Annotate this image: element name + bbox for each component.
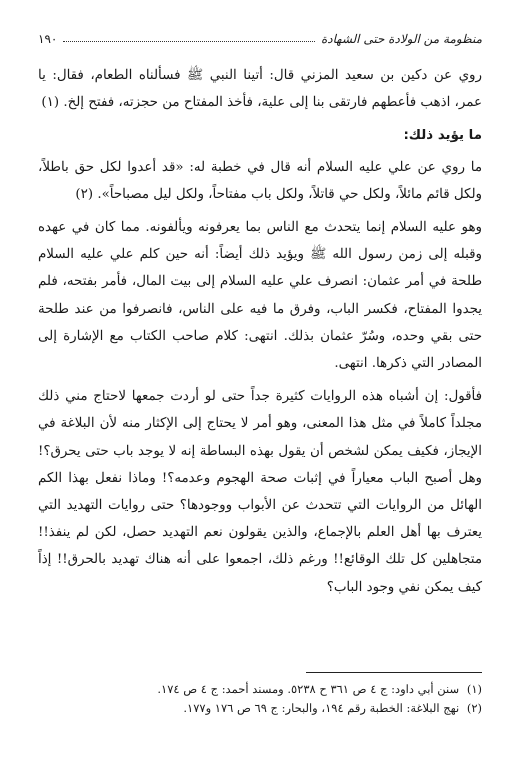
paragraph-ali-sermon: ما روي عن علي عليه السلام أنه قال في خطبة له: «قد أعدوا لكل حق باطلاً، ولكل قائم مائلاً، ولكل حي قاتلاً، ولكل باب مفتاحاً، ولكل ليل مصباحاً». (٢): [38, 159, 482, 202]
footnote-text: نهج البلاغة: الخطبة رقم ١٩٤، والبحار: ج ٦٩ ص ١٧٦ و١٧٧.: [183, 701, 460, 715]
footnote-separator: [306, 672, 482, 673]
paragraph-author-argument: فأقول: إن أشباه هذه الروايات كثيرة جداً حتى لو أردت جمعها لاحتاج مني ذلك مجلداً كاملاً في مثل هذا المعنى، وهو أمر لا يحتاج إلى الإكثار منه لأن البلاغة في الإيجاز، فكيف يمكن لشخص أن يقول بهذه البساطة إنه لا يوجد باب حتى يحرق؟! وهل أصبح الباب معياراً في إثبات صحة الهجوم وعدمه؟! وماذا نفعل بهذا الكم الهائل من الروايات التي تتحدث عن الأبواب ووجودها؟ حتى روايات التهديد التي يعترف بها أهل العلم بالإجماع، والذين يقولون نعم التهديد حصل، لكن لم ينفذ!! متجاهلين كل تلك الوقائع!! ورغم ذلك، اجمعوا على أنه هناك تهديد بالحرق!! إذاً كيف يمكن نفي وجود الباب؟: [38, 389, 482, 595]
footnote-1: [38, 680, 482, 699]
footnote-number: (٢): [466, 701, 482, 715]
footnote-number: (١): [466, 682, 482, 696]
footnote-2: [38, 699, 482, 718]
running-header: [38, 26, 482, 46]
header-dotted-leader: [63, 41, 315, 42]
body-text: [38, 62, 482, 607]
paragraph-ali-talha: وهو عليه السلام إنما يتحدث مع الناس بما يعرفونه ويألفونه. مما كان في عهده وقبله إلى زمن رسول الله ﷺ ويؤيد ذلك أيضاً: أنه حين كلم علي عليه السلام طلحة في أمر عثمان: انصرف علي عليه السلام إلى بيت المال، فأمر بفتحه، فلم يجدوا المفتاح، فكسر الباب، وفرق ما فيه على الناس، فانصرفوا من عند طلحة حتى بقي وحده، وسُرّ عثمان بذلك. انتهى: كلام صاحب الكتاب مع الإشارة إلى المصادر التي ذكرها. انتهى.: [38, 220, 482, 372]
footnotes: [38, 680, 482, 718]
footnote-text: سنن أبي داود: ج ٤ ص ٣٦١ ح ٥٢٣٨. ومسند أحمد: ج ٤ ص ١٧٤.: [157, 682, 460, 696]
section-subheading: ما يؤيد ذلك:: [403, 128, 482, 144]
book-title: منظومة من الولادة حتى الشهادة: [321, 32, 482, 46]
paragraph-dukayn-narration: روي عن دكين بن سعيد المزني قال: أتينا النبي ﷺ فسألناه الطعام، فقال: يا عمر، اذهب فأعطهم فارتقى بنا إلى علية، فأخذ المفتاح من حجزته، ففتح إلخ. (١): [38, 68, 482, 111]
page-number: ١٩٠: [38, 32, 58, 46]
